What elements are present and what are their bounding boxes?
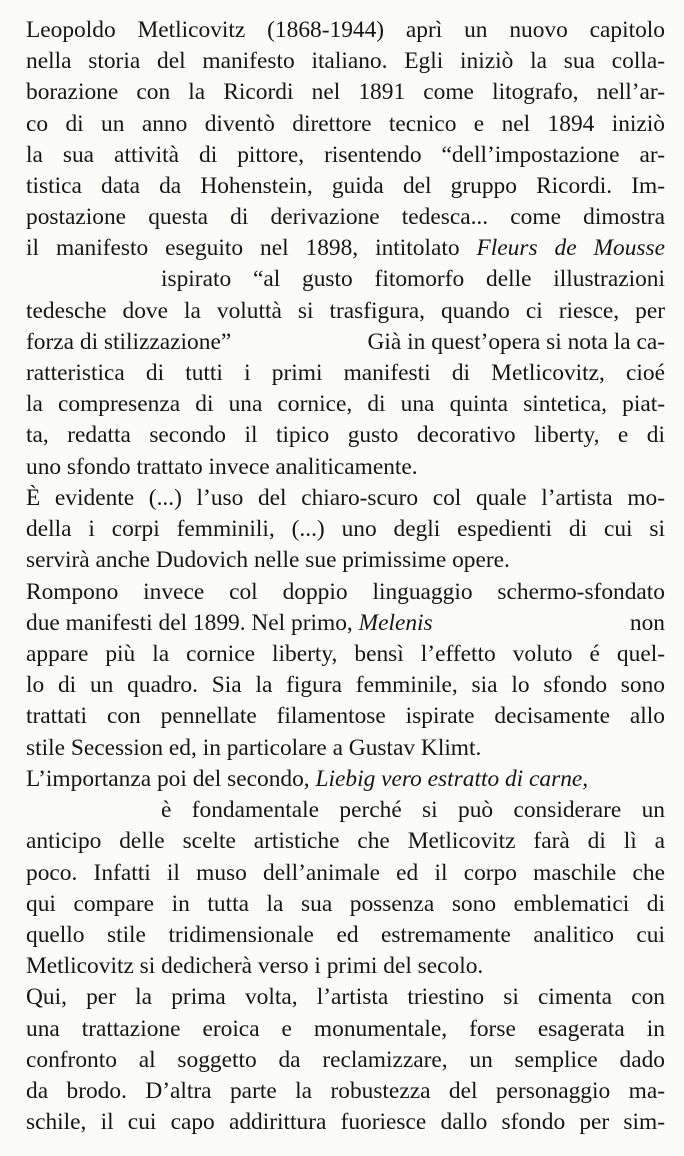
text-line: quello stile tridimensionale ed estremamente analitico cui xyxy=(26,922,665,948)
text-line: schile, il cui capo addirittura fuoriesce dallo sfondo per sim- xyxy=(26,1109,665,1135)
text-line: È evidente (...) l’uso del chiaro-scuro col quale l’artista mo- xyxy=(26,485,665,511)
text-line: confronto al soggetto da reclamizzare, un semplice dado xyxy=(26,1047,665,1073)
text-line xyxy=(26,764,665,795)
text-line: la compresenza di una cornice, di una quinta sintetica, piat- xyxy=(26,391,665,417)
text-line: ta, redatta secondo il tipico gusto decorativo liberty, e di xyxy=(26,422,665,448)
text-line: appare più la cornice liberty, bensì l’effetto voluto é quel- xyxy=(26,641,665,667)
text-line: tistica data da Hohenstein, guida del gruppo Ricordi. Im- xyxy=(26,173,665,199)
text-line: co di un anno diventò direttore tecnico e nel 1894 iniziò xyxy=(26,111,665,137)
text-line: da brodo. D’altra parte la robustezza del personaggio ma- xyxy=(26,1078,665,1104)
text-line: Leopoldo Metlicovitz (1868-1944) aprì un nuovo capitolo xyxy=(26,17,665,43)
text-line: qui compare in tutta la sua possenza sono emblematici di xyxy=(26,891,665,917)
text-segment: due manifesti del 1899. Nel primo, Melenis xyxy=(26,610,433,636)
text-line xyxy=(26,233,665,264)
text-segment: il manifesto eseguito nel 1898, intitolato xyxy=(26,235,477,261)
text-segment: non xyxy=(629,610,665,636)
italic-title: Fleurs de Mousse xyxy=(476,235,665,261)
text-line: la sua attività di pittore, risentendo “dell’impostazione ar- xyxy=(26,142,665,168)
text-line: stile Secession ed, in particolare a Gustav Klimt. xyxy=(26,735,482,761)
text-line: servirà anche Dudovich nelle sue primissime opere. xyxy=(26,547,510,573)
text-line: lo di un quadro. Sia la figura femminile, sia lo sfondo sono xyxy=(26,672,665,698)
text-line: poco. Infatti il muso dell’animale ed il corpo maschile che xyxy=(26,860,665,886)
text-line xyxy=(26,608,665,639)
text-line: è fondamentale perché si può considerare un xyxy=(161,797,665,823)
text-segment: L’importanza poi del secondo, xyxy=(26,766,316,792)
text-segment: Già in quest’opera si nota la ca- xyxy=(367,329,665,355)
text-line: Rompono invece col doppio linguaggio schermo-sfondato xyxy=(26,579,665,605)
text-line: postazione questa di derivazione tedesca... come dimostra xyxy=(26,204,665,230)
text-line xyxy=(26,327,665,358)
text-segment: forza di stilizzazione” xyxy=(26,329,232,355)
text-line: tedesche dove la voluttà si trasfigura, quando ci riesce, per xyxy=(26,298,665,324)
text-line: una trattazione eroica e monumentale, forse esagerata in xyxy=(26,1016,665,1042)
text-line: ratteristica di tutti i primi manifesti di Metlicovitz, cioé xyxy=(26,360,665,386)
text-line: anticipo delle scelte artistiche che Metlicovitz farà di lì a xyxy=(26,828,665,854)
text-line: della i corpi femminili, (...) uno degli espedienti di cui si xyxy=(26,516,665,542)
text-line: Qui, per la prima volta, l’artista triestino si cimenta con xyxy=(26,984,665,1010)
italic-title: Melenis xyxy=(358,610,433,636)
text-line: borazione con la Ricordi nel 1891 come litografo, nell’ar- xyxy=(26,79,665,105)
text-line: ispirato “al gusto fitomorfo delle illustrazioni xyxy=(161,266,665,292)
italic-title: Liebig vero estratto di carne, xyxy=(315,766,589,792)
text-line: Metlicovitz si dedicherà verso i primi del secolo. xyxy=(26,953,484,979)
text-line: nella storia del manifesto italiano. Egli iniziò la sua colla- xyxy=(26,48,665,74)
text-line: trattati con pennellate filamentose ispirate decisamente allo xyxy=(26,703,665,729)
text-line: uno sfondo trattato invece analiticamente. xyxy=(26,454,418,480)
